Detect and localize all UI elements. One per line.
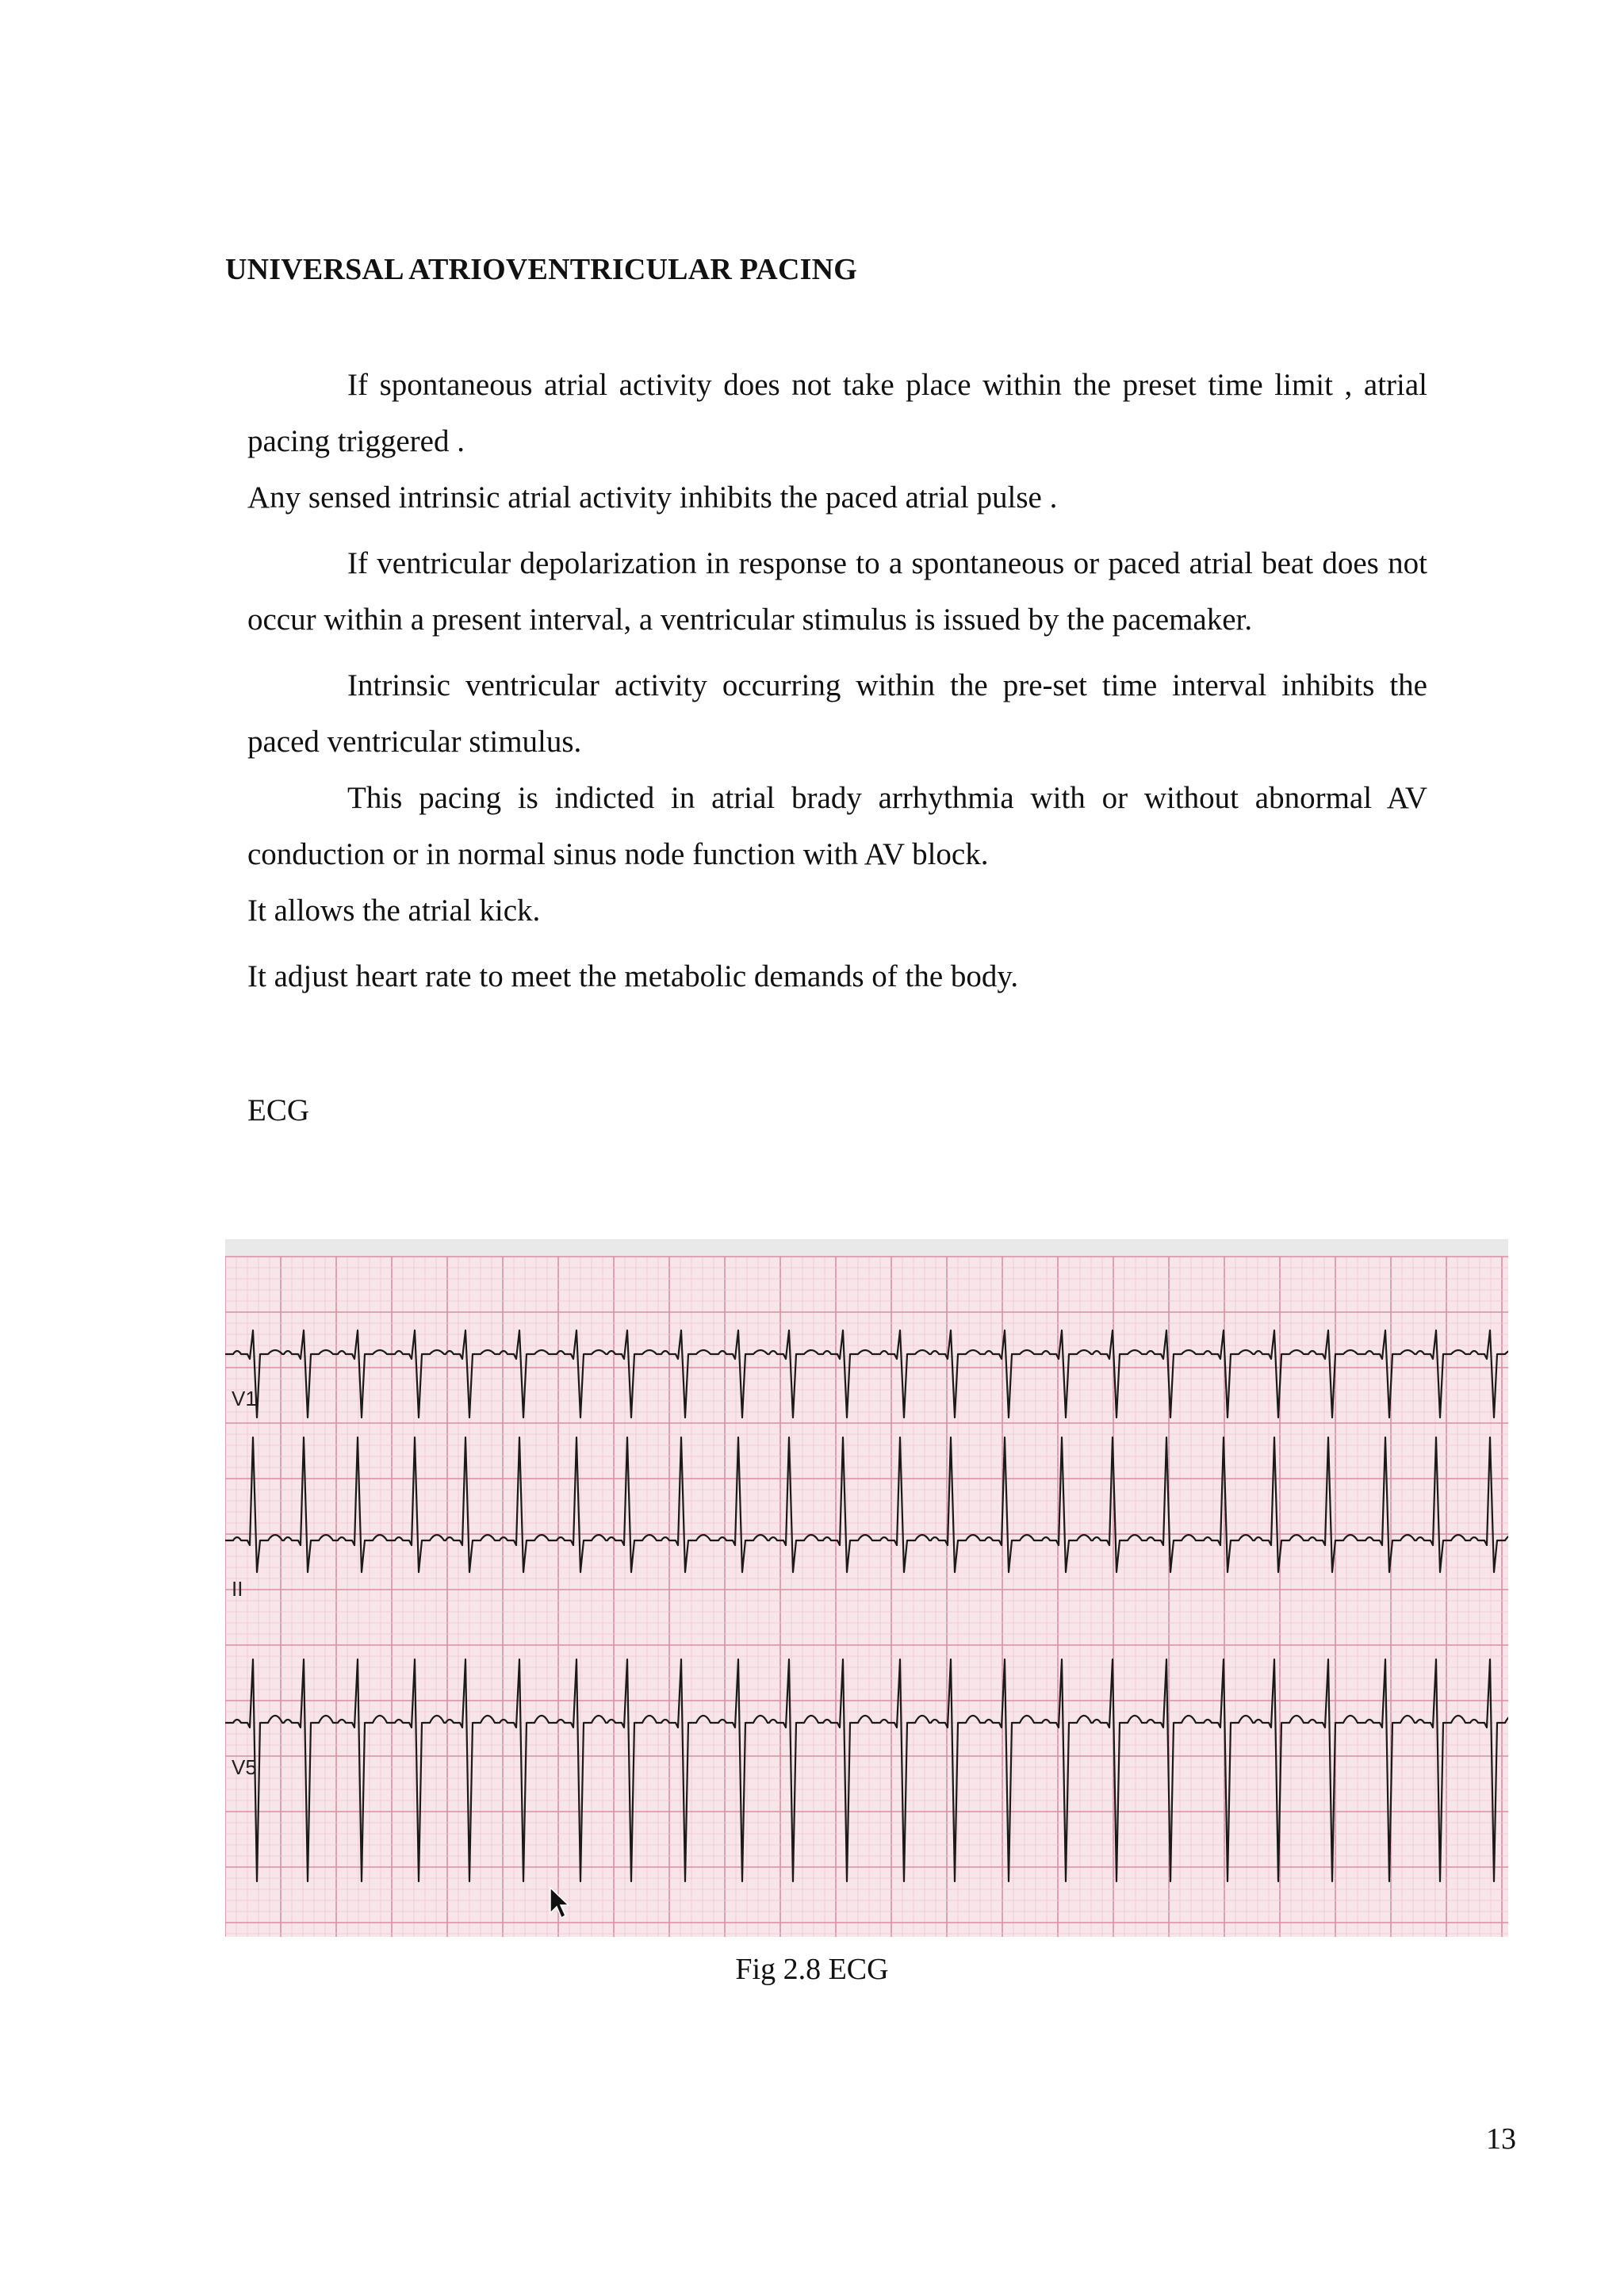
lead-label-ii: II — [232, 1577, 243, 1601]
paragraph-ventricular-stimulus: If ventricular depolarization in response to a spontaneous or paced atrial beat does not occur within a present interval, a ventricular stimulus is issued by the pacemaker. — [247, 546, 1427, 637]
paragraph-heart-rate: It adjust heart rate to meet the metabolic demands of the body. — [247, 959, 1019, 993]
ecg-strip — [225, 1239, 1508, 1937]
page-number: 13 — [1486, 2122, 1516, 2156]
paragraph-atrial-kick: It allows the atrial kick. — [247, 894, 541, 928]
lead-label-v1: V1 — [232, 1387, 257, 1410]
trace-v1 — [225, 1330, 1508, 1418]
ecg-top-bar — [225, 1239, 1508, 1257]
lead-label-v5: V5 — [232, 1755, 257, 1779]
ecg-traces — [225, 1330, 1508, 1881]
paragraph-atrial-pacing: If spontaneous atrial activity does not take place within the preset time limit , atrial pacing triggered . — [247, 368, 1427, 458]
paragraph-ventricular-inhibition: Intrinsic ventricular activity occurring within the pre-set time interval inhibits the paced ventricular stimulus. — [247, 668, 1427, 759]
section-heading: UNIVERSAL ATRIOVENTRICULAR PACING — [225, 253, 857, 286]
trace-ii — [225, 1437, 1508, 1572]
paragraph-indications: This pacing is indicted in atrial brady arrhythmia with or without abnormal AV conduction or in normal sinus node function with AV block. — [247, 781, 1427, 871]
cursor-arrow-icon — [550, 1888, 569, 1918]
paragraph-atrial-inhibition: Any sensed intrinsic atrial activity inhibits the paced atrial pulse . — [247, 480, 1058, 515]
body-text — [247, 357, 1427, 1004]
trace-v5 — [225, 1659, 1508, 1881]
figure-caption: Fig 2.8 ECG — [735, 1953, 889, 1986]
ecg-label: ECG — [247, 1093, 309, 1127]
ecg-figure — [225, 1239, 1508, 1937]
